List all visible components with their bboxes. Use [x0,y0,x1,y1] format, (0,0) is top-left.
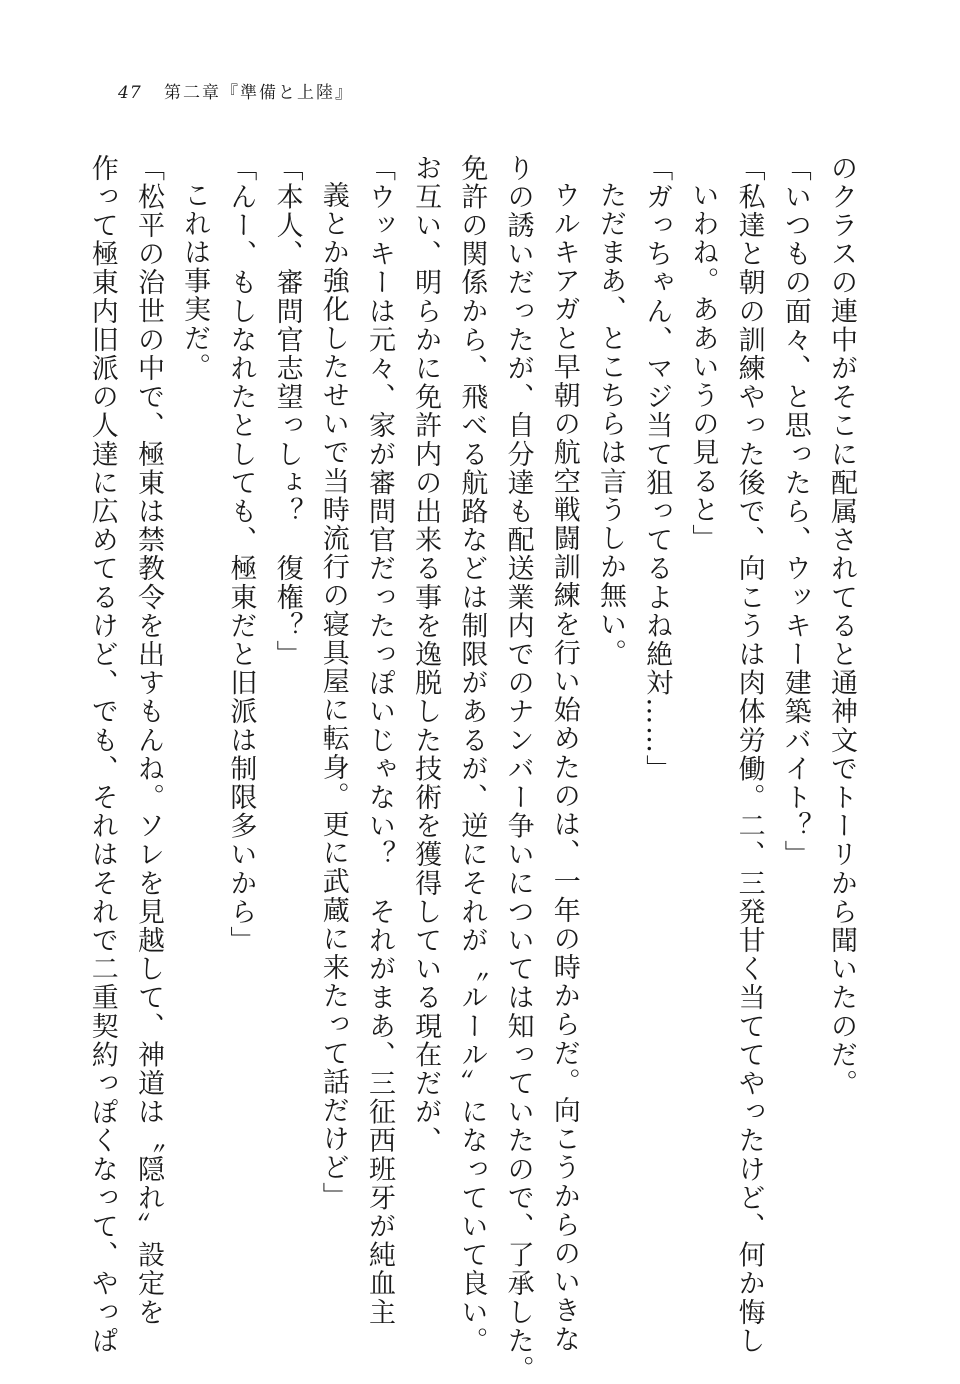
text-line: のクラスの連中がそこに配属されてると通神文でトーリから聞いたのだ。 [826,154,857,1098]
text-line: ウルキアガと早朝の航空戦闘訓練を行い始めたのは、一年の時からだ。向こうからのいきな [548,181,580,1354]
text-line: 義とか強化したせいで当時流行の寝具屋に転身。更に武蔵に来たって話だけど」 [317,181,349,1211]
text-line: 「ガっちゃん、マジ当て狙ってるよね絶対……」 [641,154,673,784]
text-line: 「ウッキーは元々、家が審問官だったっぽいじゃない？ それがまあ、三征西班牙が純血主 [363,154,395,1327]
text-line: お互い、明らかに免許内の出来る事を逸脱した技術を獲得している現在だが、 [410,154,442,1155]
text-line: いわね。ああいうの見ると」 [687,181,719,553]
text-line: ただまあ、とこちらは言うしか無い。 [594,181,626,668]
running-header [118,78,354,103]
text-line: りの誘いだったが、自分達も配送業内でのナンバー争いについては知っていたので、了承した。 [502,154,534,1384]
text-line: 「いつもの面々、と思ったら、ウッキー建築バイト？」 [779,154,811,869]
text-line: 「んー、もしなれたとしても、極東だと旧派は制限多いから」 [225,154,257,955]
chapter-title: 第二章『準備と上陸』 [164,83,355,103]
text-line: 「私達と朝の訓練やった後で、向こうは肉体労働。二、三発甘く当ててやったけど、何か悔し [733,154,765,1356]
text-line: 「本人、審問官志望っしょ？ 復権？」 [271,154,303,669]
body-text [86,154,864,1384]
text-line: 「松平の治世の中で、極東は禁教令を出すもんね。ソレを見越して、神道は〝隠れ〟設定を [132,154,164,1327]
text-line: これは事実だ。 [179,181,211,382]
page-number: 47 [118,83,142,103]
text-line: 免許の関係から、飛べる航路などは制限があるが、逆にそれが〝ルール〟になっていて良い。 [456,154,488,1356]
text-line: 作って極東内旧派の人達に広めてるけど、でも、それはそれで二重契約っぽくなって、やっぱ [86,154,118,1356]
